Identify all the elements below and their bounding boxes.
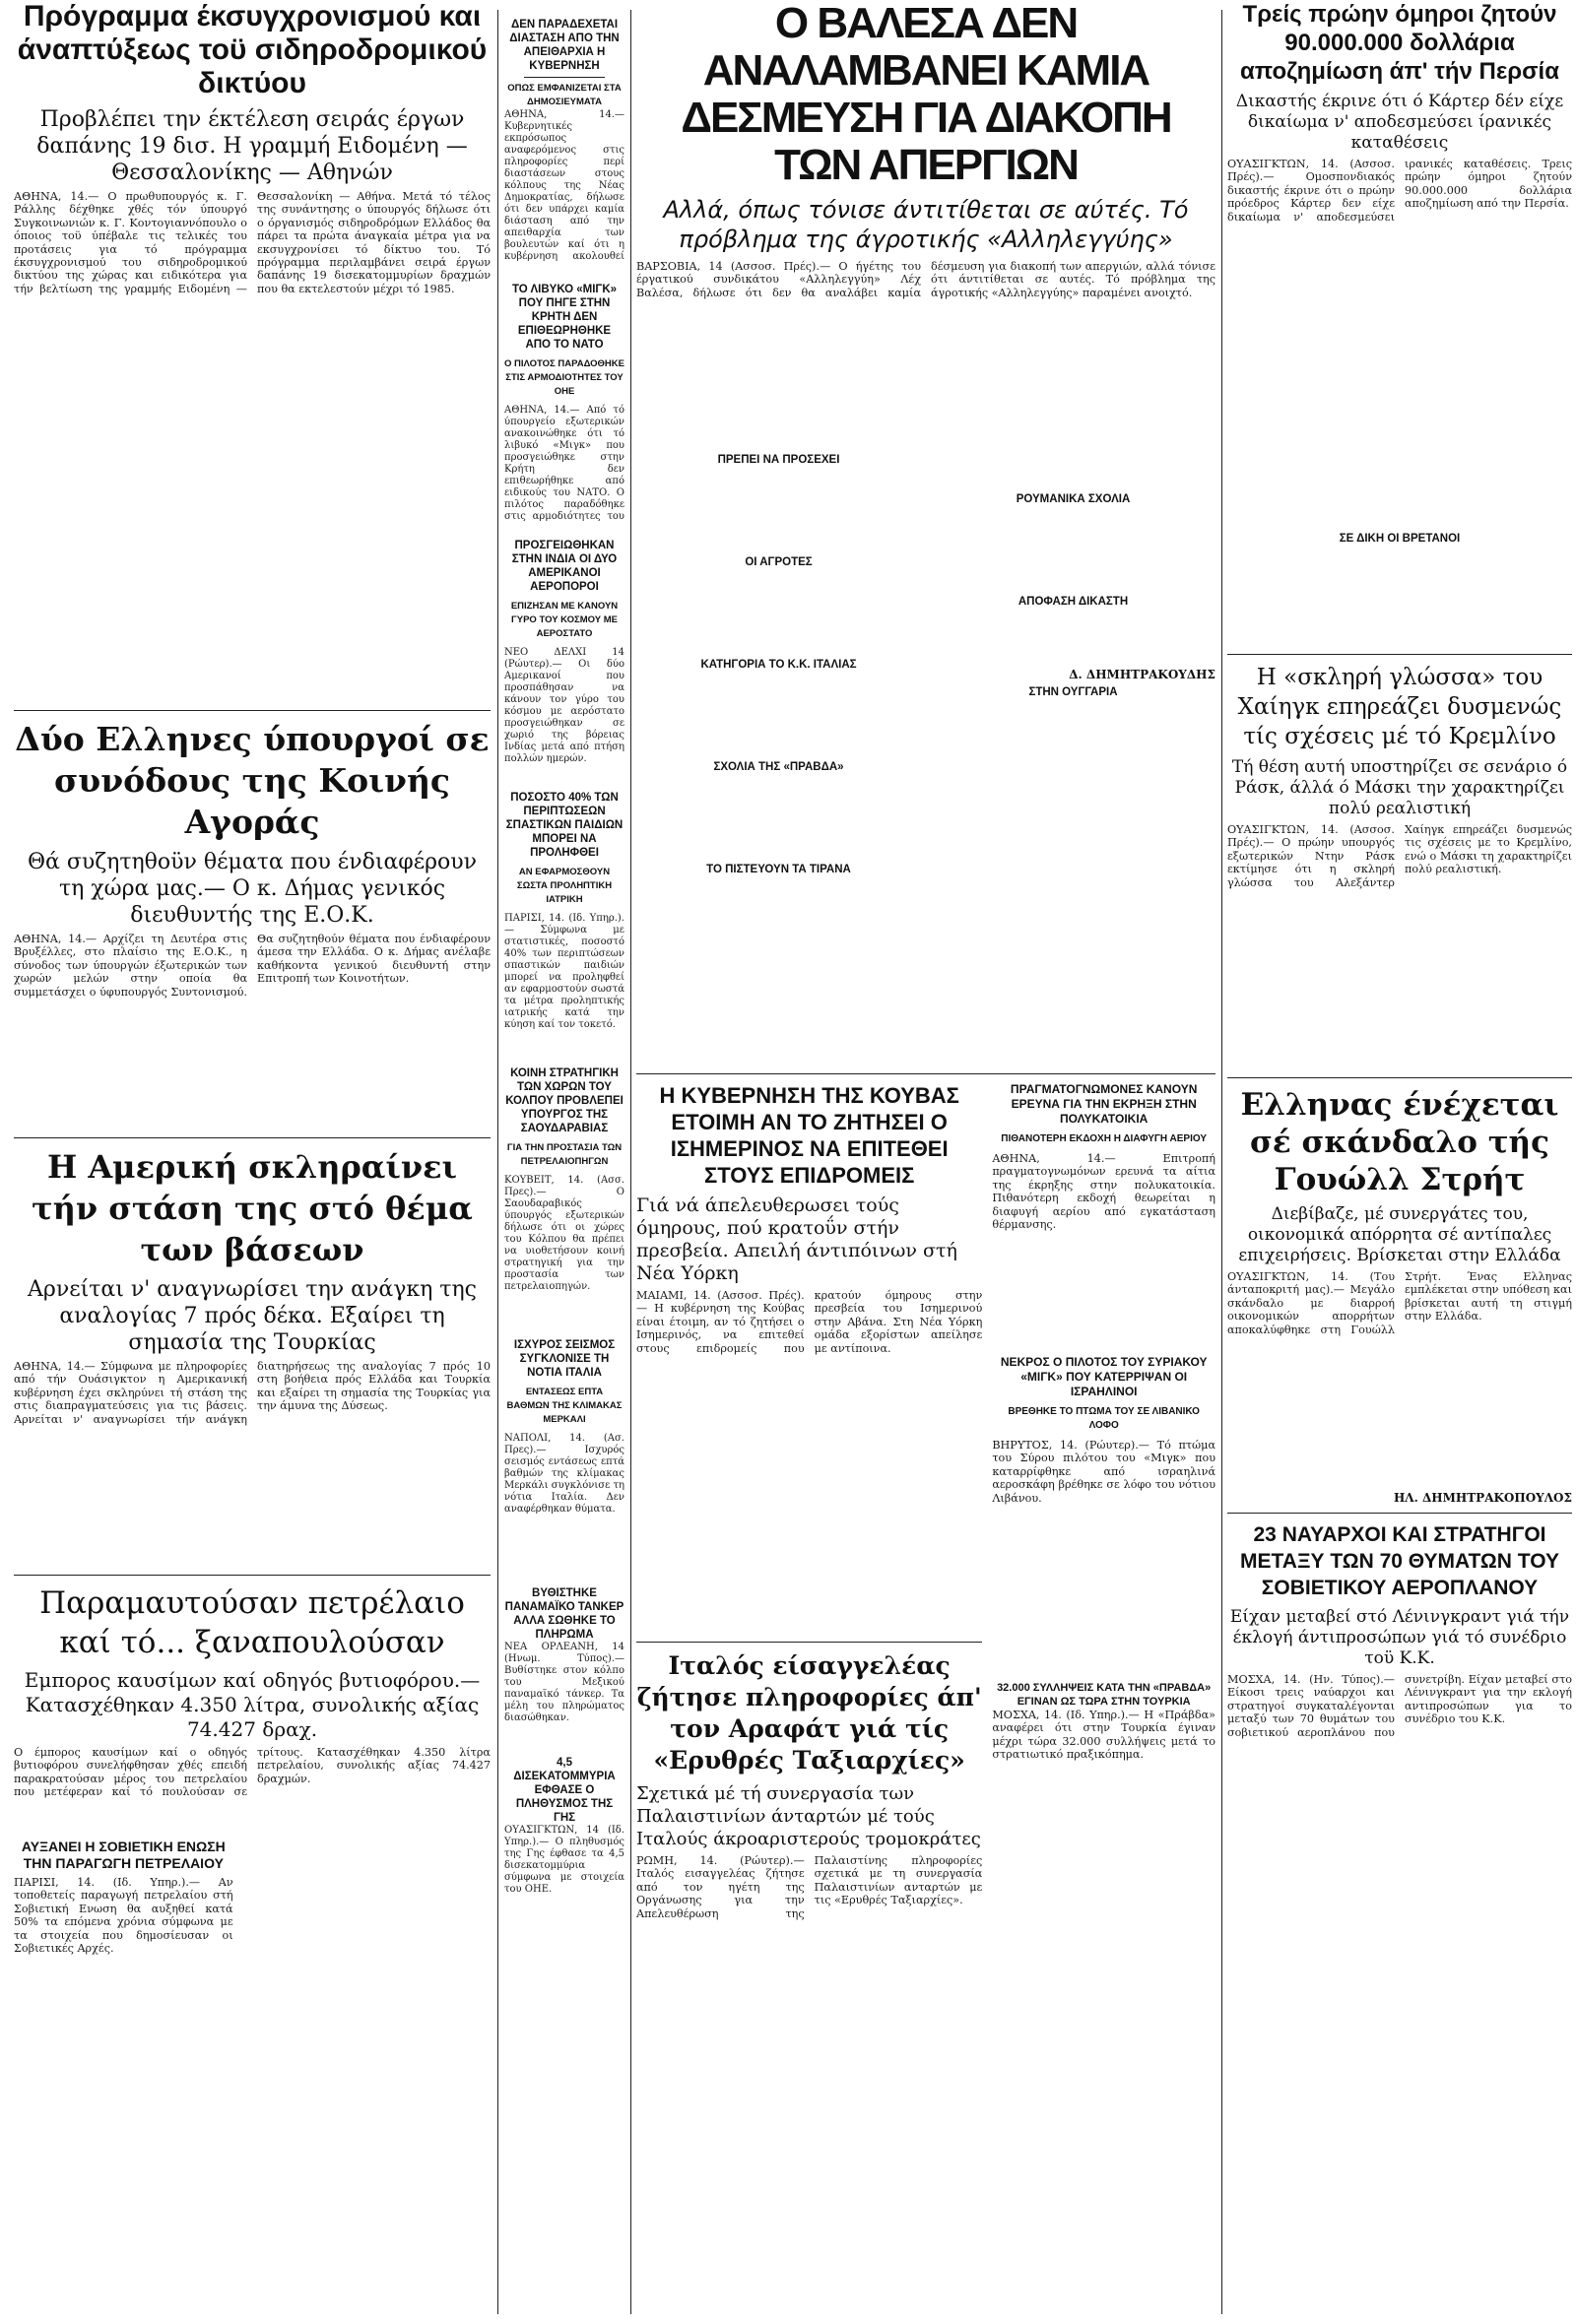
article-body: ΡΩΜΗ, 14. (Ρώυτερ).— Ιταλός εισαγγελέας ζήτησε από τον ηγέτη της Οργάνωσης για την Απελευθέρωση της Παλαιστίνης πληροφορίες σχετικά με τη συνεργασία Παλαιστινίων ανταρτών με τις «Ερυθρές Ταξιαρχίες». (636, 1854, 983, 1920)
article-government (504, 18, 624, 277)
article-body: ΑΘΗΝΑ, 14.— Επιτροπή πραγματογνωμόνων ερευνά τα αίτια της έκρηξης στην πολυκατοικία. Πιθανότερη εκδοχή θεωρείται η διαφυγή αερίου από εγκατάσταση θέρμανσης. (992, 1152, 1215, 1232)
headline: ΙΣΧΥΡΟΣ ΣΕΙΣΜΟΣ ΣΥΓΚΛΟΝΙΣΕ ΤΗ ΝΟΤΙΑ ΙΤΑΛΙΑ (513, 1339, 616, 1379)
subheadline: Αλλά, όπως τόνισε άντιτίθεται σε αύτές. Τό πρόβλημα της άγροτικής «Αλληλεγγύης» (663, 196, 1189, 253)
headline: ΠΡΟΣΓΕΙΩΘΗΚΑΝ ΣΤΗΝ ΙΝΔΙΑ ΟΙ ΔΥΟ ΑΜΕΡΙΚΑΝΟΙ ΑΕΡΟΠΟΡΟΙ (511, 540, 618, 593)
column-2 (504, 0, 624, 1902)
column-rule (497, 10, 498, 2314)
subheadline: Γιά νά άπελευθερωσει τούς όμηρους, πού κρατοΰν στήν πρεσβεία. Απειλή άντιπόινων στή Νέα Υόρκη (636, 1194, 957, 1284)
headline: ΒΥΘΙΣΤΗΚΕ ΠΑΝΑΜΑΪΚΟ ΤΑΝΚΕΡ ΑΛΛΑ ΣΩΘΗΚΕ ΤΟ ΠΛΗΡΩΜΑ (504, 1587, 624, 1641)
article-gulf (504, 1066, 624, 1332)
headline: ΝΕΚΡΟΣ Ο ΠΙΛΟΤΟΣ ΤΟΥ ΣΥΡΙΑΚΟΥ «ΜΙΓΚ» ΠΟΥ ΚΑΤΕΡΡΙΨΑΝ ΟΙ ΙΣΡΑΗΛΙΝΟΙ (1000, 1355, 1208, 1398)
divider (524, 77, 605, 78)
subheadline: ΠΙΘΑΝΟΤΕΡΗ ΕΚΔΟΧΗ Η ΔΙΑΦΥΓΗ ΑΕΡΙΟΥ (1001, 1133, 1208, 1144)
subheadline: ΕΝΤΑΣΕΩΣ ΕΠΤΑ ΒΑΘΜΩΝ ΤΗΣ ΚΛΙΜΑΚΑΣ ΜΕΡΚΑΛΙ (506, 1387, 623, 1425)
subheadline: Διεβίβαζε, μέ συνεργάτες του, οικονομικά απόρρητα σέ αντίπαλες επιχειρήσεις. Βρίσκεται στην Ελλάδα (1238, 1204, 1561, 1265)
article-hostages (1227, 0, 1572, 546)
headline: Τρείς πρώην όμηροι ζητούν 90.000.000 δολλάρια αποζημίωση άπ' τήν Περσία (1240, 1, 1559, 85)
headline: Η ΚΥΒΕΡΝΗΣΗ ΤΗΣ ΚΟΥΒΑΣ ΕΤΟΙΜΗ ΑΝ ΤΟ ΖΗΤΗΣΕΙ Ο ΙΣΗΜΕΡΙΝΟΣ ΝΑ ΕΠΙΤΕΘΕΙ ΣΤΟΥΣ ΕΠΙΔΡΟΜΕΙΣ (659, 1083, 959, 1188)
section-head: ΣΧΟΛΙΑ ΤΗΣ «ΠΡΑΒΔΑ» (713, 761, 844, 773)
subheadline: Σχετικά μέ τή συνεργασία των Παλαιστινίων άνταρτών μέ τούς Ιταλούς άκροαριστερούς τρομοκράτες (636, 1783, 981, 1849)
article-body: ΟΥΑΣΙΓΚΤΩΝ, 14. (Ασσοσ. Πρές).— Ο πρώην υπουργός εξωτερικών Ντην Ράσκ εκτίμησε ότι η σκληρή γλώσσα του Αλεξάντερ Χαίηγκ επηρεάζει δυσμενώς τις σχέσεις με το Κρεμλίνο, ενώ ο Μάσκι τη χαρακτηρίζει πολύ ρεαλιστική. (1227, 823, 1572, 889)
article-body: ΜΟΣΧΑ, 14. (Ην. Τύπος).— Είκοσι τρεις ναύαρχοι και στρατηγοί συγκαταλέγονται μεταξύ των 70 θυμάτων του σοβιετικού αεροπλάνου που συνετρίβη. Είχαν μεταβεί στο Λένινγκραντ για την εκλογή αντιπροσώπων για το συνέδριο του Κ.Κ. (1227, 1673, 1572, 1739)
article-cuba (636, 1082, 982, 1634)
subheadline: Ο ΠΙΛΟΤΟΣ ΠΑΡΑΔΟΘΗΚΕ ΣΤΙΣ ΑΡΜΟΔΙΟΤΗΤΕΣ ΤΟΥ ΟΗΕ (504, 358, 624, 397)
headline: 32.000 ΣΥΛΛΗΨΕΙΣ ΚΑΤΑ ΤΗΝ «ΠΡΑΒΔΑ» ΕΓΙΝΑΝ ΩΣ ΤΩΡΑ ΣΤΗΝ ΤΟΥΡΚΙΑ (997, 1682, 1212, 1708)
divider (14, 1137, 491, 1138)
divider (14, 1575, 491, 1576)
article-kremlin (1227, 663, 1572, 1069)
headline: 4,5 ΔΙΣΕΚΑΤΟΜΜΥΡΙΑ ΕΦΘΑΣΕ Ο ΠΛΗΘΥΣΜΟΣ ΤΗΣ ΓΗΣ (513, 1757, 616, 1824)
article-body: ΠΑΡΙΣΙ, 14. (Ιδ. Υπηρ.).— Σύμφωνα με στατιστικές, ποσοστό 40% των περιπτώσεων σπαστικών παιδιών μπορεί να προληφθεί αν εφαρμοστούν σωστά τα μέτρα προληπτικής ιατρικής κατά την κύηση καί τον τοκετό. (504, 913, 624, 1030)
section-head: ΣΕ ΔΙΚΗ ΟΙ ΒΡΕΤΑΝΟΙ (1339, 533, 1461, 545)
headline: Η «σκληρή γλώσσα» του Χαίηγκ επηρεάζει δυσμενώς τίς σχέσεις μέ τό Κρεμλίνο (1237, 665, 1562, 749)
article-usa (14, 1146, 491, 1567)
article-admirals (1227, 1521, 1572, 1739)
article-mig (504, 283, 624, 533)
article-scandal (1227, 1086, 1572, 1505)
article-quake (504, 1338, 624, 1581)
article-eec (14, 719, 491, 1130)
subheadline: ΒΡΕΘΗΚΕ ΤΟ ΠΤΩΜΑ ΤΟΥ ΣΕ ΛΙΒΑΝΙΚΟ ΛΟΦΟ (1008, 1406, 1200, 1431)
divider (636, 1073, 1215, 1074)
headline: ΔΕΝ ΠΑΡΑΔΕΧΕΤΑΙ ΔΙΑΣΤΑΣΗ ΑΠΟ ΤΗΝ ΑΠΕΙΘΑΡΧΙΑ Η ΚΥΒΕΡΝΗΣΗ (509, 19, 620, 72)
headline: Ελληνας ένέχεται σέ σκάνδαλο τής Γουώλλ Στρήτ (1240, 1087, 1559, 1197)
article-body: ΑΘΗΝΑ, 14.— Από τό ύπουργείο εξωτερικών ανακοινώθηκε ότι τό λιβυκό «Μιγκ» που προσγειώθηκε στην Κρήτη δεν επιθεωρήθηκε από ειδικούς του ΝΑΤΟ. Ο πιλότος παραδόθηκε στις αρμοδιότητες του (504, 405, 624, 522)
subheadline: ΓΙΑ ΤΗΝ ΠΡΟΣΤΑΣΙΑ ΤΩΝ ΠΕΤΡΕΛΑΙΟΠΗΓΩΝ (506, 1142, 623, 1167)
section-head: ΟΙ ΑΓΡΟΤΕΣ (745, 556, 813, 568)
section-head: ΣΤΗΝ ΟΥΓΓΑΡΙΑ (1028, 686, 1118, 698)
headline: Ιταλός είσαγγελέας ζήτησε πληροφορίες άπ' τον Αραφάτ γιά τίς «Ερυθρές Ταξιαρχίες» (636, 1651, 982, 1775)
article-body: ΑΘΗΝΑ, 14.— Κυβερνητικές εκπρόσωπος αναφερόμενος στις πληροφορίες περί διαστάσεων στους κόλπους της Νέας Δημοκρατίας, δήλωσε ότι δεν υπάρχει καμία διάσταση από την απειθαρχία των βουλευτών καί ότι η κυβέρνηση ακολουθεί (504, 109, 624, 262)
subheadline: Εμπορος καυσίμων καί οδηγός βυτιοφόρου.— Κατασχέθηκαν 4.350 λίτρα, συνολικής αξίας 74.427 δραχ. (24, 1668, 481, 1741)
article-body: ΟΥΑΣΙΓΚΤΩΝ, 14. (Ασσοσ. Πρές).— Ομοσπονδιακός δικαστής έκρινε ότι ο πρώην πρόεδρος Κάρτερ δεν είχε δικαίωμα ν' αποδεσμεύσει ιρανικές καταθέσεις. Τρεις πρώην όμηροι ζητούν 90.000.000 δολλάρια αποζημίωση από την Περσία. (1227, 158, 1572, 224)
section-head: ΑΥΞΑΝΕΙ Η ΣΟΒΙΕΤΙΚΗ ΕΝΩΣΗ ΤΗΝ ΠΑΡΑΓΩΓΗ ΠΕΤΡΕΛΑΙΟΥ (21, 1839, 226, 1871)
article-oil (14, 1583, 491, 1955)
headline: Δύο Ελληνες ύπουργοί σε συνόδους της Κοινής Αγοράς (15, 720, 490, 841)
divider (636, 1642, 982, 1643)
article-body: ΑΘΗΝΑ, 14.— Σύμφωνα με πληροφορίες από τήν Ουάσιγκτον η Αμερικανική κυβέρνηση έχει σκληρύνει τή στάση της στις διαπραγματεύσεις για τις βάσεις. Αρνείται ν' αναγνωρίσει τήν ανάγκη διατηρήσεως της αναλογίας 7 πρός 10 στη βοήθεια πρός Ελλάδα και Τουρκία και εξαίρει τη σημασία της Τουρκίας για την άμυνα της Δύσεως. (14, 1360, 491, 1426)
article-body: ΜΟΣΧΑ, 14. (Ιδ. Υπηρ.).— Η «Πράβδα» αναφέρει ότι στην Τουρκία έγιναν μέχρι τώρα 32.000 συλλήψεις μετά το στρατιωτικό πραξικόπημα. (992, 1709, 1215, 1762)
headline: Η Αμερική σκληραίνει τήν στάση της στό θέμα των βάσεων (32, 1148, 473, 1268)
headline: ΤΟ ΛΙΒΥΚΟ «ΜΙΓΚ» ΠΟΥ ΠΗΓΕ ΣΤΗΝ ΚΡΗΤΗ ΔΕΝ ΕΠΙΘΕΩΡΗΘΗΚΕ ΑΠΟ ΤΟ ΝΑΤΟ (511, 284, 618, 351)
subheadline: ΑΝ ΕΦΑΡΜΟΣΘΟΥΝ ΣΩΣΤΑ ΠΡΟΛΗΠΤΙΚΗ ΙΑΤΡΙΚΗ (516, 867, 613, 905)
article-body: ΚΟΥΒΕΙΤ, 14. (Ασσ. Πρες).— Ο Σαουδαραβικός ύπουργός εξωτερικών δήλωσε ότι οι χώρες του Κόλπου θα πρέπει να υιοθετήσουν κοινή στρατηγική για την προστασία των πετρελαιοπηγών. (504, 1175, 624, 1292)
section-head: ΑΠΟΦΑΣΗ ΔΙΚΑΣΤΗ (1018, 596, 1129, 608)
headline: Παραμαυτούσαν πετρέλαιο καί τό... ξαναπουλούσαν (39, 1585, 465, 1660)
headline: ΠΟΣΟΣΤΟ 40% ΤΩΝ ΠΕΡΙΠΤΩΣΕΩΝ ΣΠΑΣΤΙΚΩΝ ΠΑΙΔΙΩΝ ΜΠΟΡΕΙ ΝΑ ΠΡΟΛΗΦΘΕΙ (505, 792, 624, 859)
article-walesa (636, 0, 1215, 876)
article-tanker (504, 1586, 624, 1750)
subheadline: Προβλέπει την έκτέλεση σειράς έργων δαπάνης 19 δισ. Η γραμμή Ειδομένη — Θεσσαλονίκης — Αθηνών (36, 107, 468, 185)
article-population (504, 1756, 624, 1896)
article-body: ΝΑΠΟΛΙ, 14. (Ασ. Πρες).— Ισχυρός σεισμός εντάσεως επτά βαθμών της κλίμακας Μερκάλι συγκλόνισε τη νότια Ιταλία. Δεν αναφέρθηκαν θύματα. (504, 1433, 624, 1515)
headline: ΚΟΙΝΗ ΣΤΡΑΤΗΓΙΚΗ ΤΩΝ ΧΩΡΩΝ ΤΟΥ ΚΟΛΠΟΥ ΠΡΟΒΛΕΠΕΙ ΥΠΟΥΡΓΟΣ ΤΗΣ ΣΑΟΥΔΑΡΑΒΙΑΣ (505, 1067, 624, 1134)
headline: 23 ΝΑΥΑΡΧΟΙ ΚΑΙ ΣΤΡΑΤΗΓΟΙ ΜΕΤΑΞΥ ΤΩΝ 70 ΘΥΜΑΤΩΝ ΤΟΥ ΣΟΒΙΕΤΙΚΟΥ ΑΕΡΟΠΛΑΝΟΥ (1240, 1523, 1559, 1599)
article-body: ΒΑΡΣΟΒΙΑ, 14 (Ασσοσ. Πρές).— Ο ήγέτης του έργατικού συνδικάτου «Αλληλεγγύη» Λέχ Βαλέσα, δήλωσε ότι δεν θα αναλάβει καμία δέσμευση για διακοπή των απεργιών, αλλά τόνισε ότι άντιτίθεται σε αυτές. Τό πρόβλημα της άγροτικής «Αλληλεγγύης» παραμένει ανοιχτό. (636, 260, 1215, 299)
article-body: ΠΑΡΙΣΙ, 14. (Ιδ. Υπηρ.).— Αν τοποθετείς παραγωγή πετρελαίου στή Σοβιετική Ενωση θα αυξηθεί κατά 50% τα επόμενα χρόνια σύμφωνα με τα στοιχεία που δημοσίευσαν οι Σοβιετικές Αρχές. (14, 1876, 233, 1956)
column-rule (1221, 10, 1222, 2314)
section-head: ΚΑΤΗΓΟΡΙΑ ΤΟ Κ.Κ. ΙΤΑΛΙΑΣ (700, 659, 857, 671)
article-arafat (636, 1650, 982, 2150)
column-3 (636, 0, 1215, 2156)
article-children (504, 791, 624, 1061)
article-body: ΑΘΗΝΑ, 14.— Αρχίζει τη Δευτέρα στις Βρυξέλλες, στο πλαίσιο της Ε.Ο.Κ., η σύνοδος των ύπουργών έξωτερικών των χωρών μελών στην οποία θα συμμετάσχει ο ύφυπουργός Συντονισμού. Θα συζητηθούν θέματα που ένδιαφέρουν άμεσα την Ελλάδα. Ο κ. Δήμας ανέλαβε καθήκοντα γενικού διευθυντή στην Επιτροπή των Κοινοτήτων. (14, 933, 491, 999)
divider (1227, 1513, 1572, 1514)
article-turkey (992, 1681, 1215, 1762)
subheadline: Δικαστής έκρινε ότι ό Κάρτερ δέν είχε δικαίωμα ν' αποδεσμεύσει ίρανικές καταθέσεις (1235, 92, 1564, 153)
column-4 (1227, 0, 1572, 1745)
article-body: ΟΥΑΣΙΓΚΤΩΝ, 14 (Ιδ. Υπηρ.).— Ο πληθυσμός της Γης έφθασε τα 4,5 δισεκατομμύρια σύμφωνα με στοιχεία του ΟΗΕ. (504, 1825, 624, 1895)
article-body: ΑΘΗΝΑ, 14.— Ο πρωθυπουργός κ. Γ. Ράλλης δέχθηκε χθές τόν ύπουργό Συγκοινωνιών κ. Γ. Κοντογιαννόπουλο ο όποιος τοϋ ύπέβαλε τις τελικές του προτάσεις για τό πρόγραμμα έκσυγχρονισμού του σιδηροδρομικού δικτύου της χώρας και ειδικότερα για τήν βελτίωση της γραμμής Ειδομένη — Θεσσαλονίκη — Αθήνα. Μετά τό τέλος της συνάντησης ο ύπουργός δήλωσε ότι ο όργανισμός σιδηροδρόμων Ελλάδος θα πάρει τα πρώτα άναγκαία μέτρα για να εκσυγχρονίσει τό δίκτυο του. Τό πρόγραμμα περιλαμβάνει σειρά έργων δαπάνης 19 δισεκατομμυρίων δραχμών που θα εκτελεστούν μέχρι τό 1985. (14, 190, 491, 295)
column-1 (14, 0, 491, 1961)
divider (1227, 1077, 1572, 1078)
article-body: ΜΑΙΑΜΙ, 14. (Ασσοσ. Πρές).— Η κυβέρνηση της Κούβας είναι έτοιμη, αν τό ζητήσει ο Ισημερινός, να επιτεθεί στους επιδρομείς που κρατούν όμηρους στην πρεσβεία του Ισημερινού στην Αβάνα. Στη Νέα Υόρκη ομάδα εξορίστων απείλησε με αντίποινα. (636, 1289, 983, 1355)
subheadline: Θά συζητηθοϋν θέματα που ένδιαφέρουν τη χώρα μας.— Ο κ. Δήμας γενικός διευθυντής της Ε.Ο.Κ. (27, 850, 478, 928)
headline: Πρόγραμμα έκσυγχρονισμού και άναπτύξεως τοϋ σιδηροδρομικού δικτύου (17, 0, 488, 99)
headline: ΠΡΑΓΜΑΤΟΓΝΩΜΟΝΕΣ ΚΑΝΟΥΝ ΕΡΕΥΝΑ ΓΙΑ ΤΗΝ ΕΚΡΗΞΗ ΣΤΗΝ ΠΟΛΥΚΑΤΟΙΚΙΑ (1010, 1082, 1198, 1126)
article-body: ΒΗΡΥΤΟΣ, 14. (Ρώυτερ).— Τό πτώμα του Σύρου πιλότου του «Μιγκ» που καταρρίφθηκε από ισραηλινά αεροσκάφη βρέθηκε σε λόφο του νότιου Λιβάνου. (992, 1439, 1215, 1505)
byline: Δ. ΔΗΜΗΤΡΑΚΟΥΔΗΣ (1069, 668, 1215, 681)
article-body: Ο έμπορος καυσίμων καί ο οδηγός βυτιοφόρου συνελήφθησαν χθές επειδή παρακρατούσαν μέρος του πετρελαίου που μετέφεραν καί τό πουλούσαν σε τρίτους. Κατασχέθηκαν 4.350 λίτρα πετρελαίου, συνολικής αξίας 74.427 δραχμών. (14, 1746, 491, 1799)
article-rail (14, 0, 491, 702)
headline: Ο ΒΑΛΕΣΑ ΔΕΝ ΑΝΑΛΑΜΒΑΝΕΙ ΚΑΜΙΑ ΔΕΣΜΕΥΣΗ ΓΙΑ ΔΙΑΚΟΠΗ ΤΩΝ ΑΠΕΡΓΙΩΝ (681, 0, 1171, 189)
divider (1227, 654, 1572, 655)
article-body: ΝΕΑ ΟΡΛΕΑΝΗ, 14 (Ηνωμ. Τύπος).— Βυθίστηκε στον κόλπο του Μεξικού παναμαϊκό τάνκερ. Τα μέλη του πληρώματος διασώθηκαν. (504, 1642, 624, 1723)
section-head: ΠΡΕΠΕΙ ΝΑ ΠΡΟΣΕΧΕΙ (717, 454, 840, 466)
article-balloon (504, 539, 624, 785)
section-head: ΡΟΥΜΑΝΙΚΑ ΣΧΟΛΙΑ (1016, 493, 1131, 505)
subheadline: Αρνείται ν' αναγνωρίσει την ανάγκη της αναλογίας 7 πρός δέκα. Εξαίρει τη σημασία της Τουρκίας (28, 1277, 477, 1355)
article-body: ΝΕΟ ΔΕΛΧΙ 14 (Ρώυτερ).— Οι δύο Αμερικανοί που προσπάθησαν να κάνουν τον γύρο του κόσμου με αερόστατο προσγειώθηκαν σε χωριό της βόρειας Ινδίας μετά από πτήση πολλών ημερών. (504, 647, 624, 764)
section-head: ΤΟ ΠΙΣΤΕΥΟΥΝ ΤΑ ΤΙΡΑΝΑ (706, 864, 851, 875)
byline: ΗΛ. ΔΗΜΗΤΡΑΚΟΠΟΥΛΟΣ (1393, 1491, 1572, 1505)
subheadline: ΕΠΙΖΗΣΑΝ ΜΕ ΚΑΝΟΥΝ ΓΥΡΟ ΤΟΥ ΚΟΣΜΟΥ ΜΕ ΑΕΡΟΣΤΑΤΟ (510, 601, 619, 639)
article-investigation (992, 1082, 1215, 1349)
column-rule (630, 10, 631, 2314)
subheadline: Τή θέση αυτή υποστηρίζει σε σενάριο ό Ράσκ, άλλά ό Μάσκι την χαρακτηρίζει πολύ ρεαλιστική (1231, 757, 1568, 818)
subheadline: Είχαν μεταβεί στό Λένινγκραντ γιά τήν έκλογή άντιπροσώπων γιά τό συνέδριο τοϋ Κ.Κ. (1229, 1607, 1570, 1668)
article-pilot (992, 1355, 1215, 1675)
subheadline: ΟΠΩΣ ΕΜΦΑΝΙΖΕΤΑΙ ΣΤΑ ΔΗΜΟΣΙΕΥΜΑΤΑ (507, 83, 622, 107)
divider (14, 710, 491, 711)
article-body: ΟΥΑΣΙΓΚΤΩΝ, 14. (Του άνταποκριτή μας).— Μεγάλο σκάνδαλο με διαρροή οικονομικών απορρήτων αποκαλύφθηκε στη Γουώλλ Στρήτ. Ένας Ελληνας εμπλέκεται στην υπόθεση και βρίσκεται αυτή τη στιγμή στην Ελλάδα. (1227, 1270, 1572, 1336)
